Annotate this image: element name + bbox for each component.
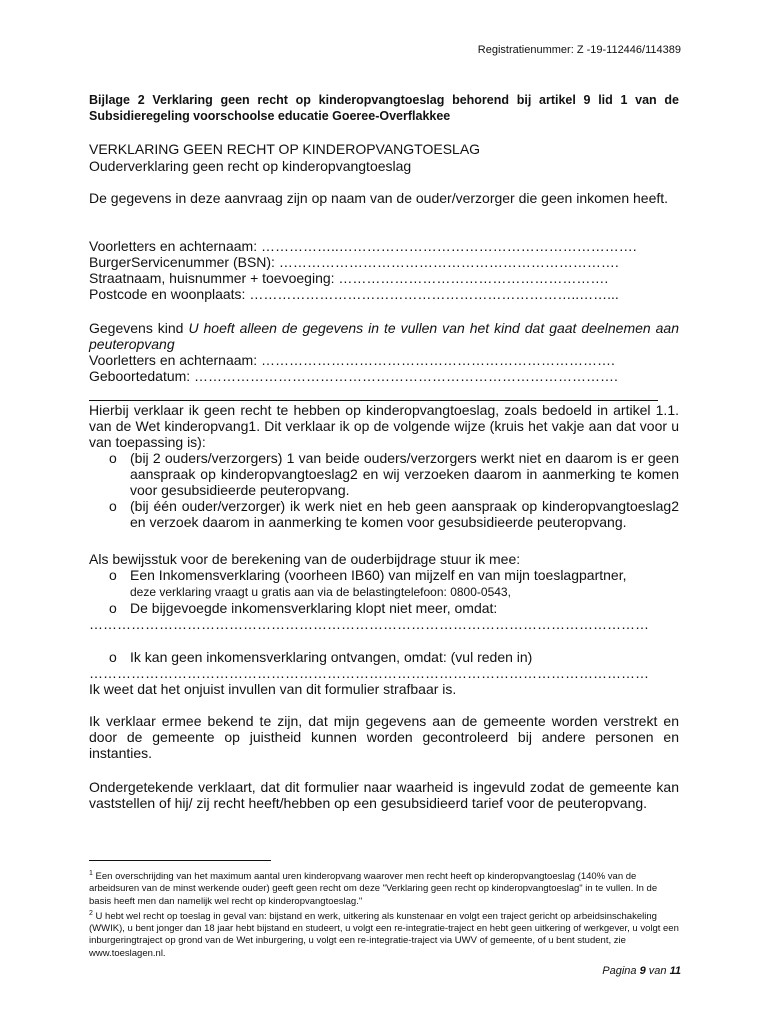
footnote-text: Een overschrijding van het maximum aantal uren kinderopvang waarover men recht heeft op kinderopvangtoeslag (140% van de arbeidsuren van de minst werkende ouder) geeft geen recht om deze "Verklaring geen recht op kinderopvangtoeslag" in te vullen. In de basis heeft men dan namelijk wel recht op kinderopvangtoeslag." [89,871,658,907]
option-two-parents[interactable] [89,450,679,498]
checkbox-bullet[interactable]: o [109,498,117,514]
footnote-mark: 1 [89,870,93,877]
postcode-city-field[interactable]: Postcode en woonplaats: ……………………………………………………………..……... [89,286,619,302]
child-heading [89,320,679,352]
signature-paragraph: Ondergetekende verklaart, dat dit formulier naar waarheid is ingevuld zodat de gemeente kan vaststellen of hij/ zij recht heeft/hebben op een gesubsidieerd tarief voor de peuteropvang. [89,779,679,811]
bsn-field[interactable]: BurgerServicenummer (BSN): ………………………………………………………………. [89,254,619,270]
child-hint: U hoeft alleen de gegevens in te vullen van het kind dat gaat deelnemen aan peuteropvang [89,320,679,352]
reason-line-2[interactable]: ………………………………………………………………………………………………………… [89,665,649,681]
page-prefix: Pagina [602,965,637,977]
option-no-statement[interactable] [89,649,679,665]
street-field[interactable]: Straatnaam, huisnummer + toevoeging: …………………………………………………. [89,270,609,286]
closing-lines [89,665,679,697]
option-text: Ik kan geen inkomensverklaring ontvangen, omdat: (vul reden in) [130,649,533,665]
footnote-1 [89,868,679,908]
footnote-mark: 2 [89,909,93,917]
registration-number: Registratienummer: Z -19-112446/114389 [477,44,681,56]
parent-name-field[interactable]: Voorletters en achternaam: ……………..………………………………………………………. [89,238,637,254]
form-subtitle: Ouderverklaring geen recht op kinderopvangtoeslag [89,158,412,174]
page-current: 9 [639,965,646,977]
checkbox-bullet[interactable]: o [109,567,117,583]
option-text: (bij één ouder/verzorger) ik werk niet en heb geen aanspraak op kinderopvangtoeslag2 en verzoek daarom in aanmerking te komen voor gesubsidieerde peuteropvang. [130,498,679,530]
checkbox-bullet[interactable]: o [109,600,117,616]
option-text: De bijgevoegde inkomensverklaring klopt niet meer, omdat: [130,600,498,616]
reason-line-1[interactable]: ………………………………………………………………………………………………………… [89,616,649,632]
footnote-2 [89,908,679,960]
child-label: Gegevens kind [89,320,184,336]
birthdate-field[interactable]: Geboortedatum: ………………………………………………………………………………. [89,368,618,384]
footnotes [89,868,679,960]
checkbox-bullet[interactable]: o [109,450,117,466]
option-text: Een Inkomensverklaring (voorheen IB60) van mijzelf en van mijn toeslagpartner, [130,567,627,583]
checkbox-bullet[interactable]: o [109,649,117,665]
annex-heading: Bijlage 2 Verklaring geen recht op kinderopvangtoeslag behorend bij artikel 9 lid 1 van de Subsidieregeling voorschoolse educatie Goeree-Overflakkee [89,93,679,123]
footnote-text: U hebt wel recht op toeslag in geval van: bijstand en werk, uitkering als kunstenaar en volgt een traject gericht op arbeidsinschakeling (WWIK), u bent jonger dan 18 jaar hebt bijstand en studeert, u volgt een re-integratie-traject en hebt geen uitkering of werkgever, u volgt een inburgeringtraject op grond van de Wet inburgering, u volgt een re-integratie-traject via UWV of gemeente, of u bent student, zie www.toeslagen.nl. [89,910,679,959]
section-divider [89,400,658,401]
option-subtext: deze verklaring vraagt u gratis aan via de belastingtelefoon: 0800-0543, [130,585,511,599]
child-section [89,320,679,384]
option-statement-outdated[interactable] [89,600,679,616]
declaration-text: Hierbij verklaar ik geen recht te hebben op kinderopvangtoeslag, zoals bedoeld in artikel 1.1. van de Wet kinderopvang1. Dit verklaar ik op de volgende wijze (kruis het vakje aan dat voor u van toepassing is): [89,402,679,450]
parent-fields [89,238,679,302]
option-income-statement[interactable] [89,567,679,600]
page-number [602,965,681,977]
declaration-section [89,402,679,530]
page-middle: van [648,965,667,977]
proof-text: Als bewijsstuk voor de berekening van de ouderbijdrage stuur ik mee: [89,551,521,567]
option-single-parent[interactable] [89,498,679,530]
option-text: (bij 2 ouders/verzorgers) 1 van beide ouders/verzorgers werkt niet en daarom is er geen aanspraak op kinderopvangtoeslag2 en wij verzoeken daarom in aanmerking te komen voor gesubsidieerde peuteropvang. [130,450,679,498]
proof-section [89,551,679,632]
form-title: VERKLARING GEEN RECHT OP KINDEROPVANGTOESLAG [89,141,481,157]
footnote-divider [89,860,271,861]
child-name-field[interactable]: Voorletters en achternaam: …………………………………………………………………. [89,352,615,368]
page-total: 11 [669,965,681,977]
fraud-warning: Ik weet dat het onjuist invullen van dit formulier strafbaar is. [89,681,457,697]
intro-paragraph: De gegevens in deze aanvraag zijn op naam van de ouder/verzorger die geen inkomen heeft. [89,190,669,206]
awareness-paragraph: Ik verklaar ermee bekend te zijn, dat mijn gegevens aan de gemeente worden verstrekt en door de gemeente op juistheid kunnen worden gecontroleerd bij andere personen en instanties. [89,713,679,761]
